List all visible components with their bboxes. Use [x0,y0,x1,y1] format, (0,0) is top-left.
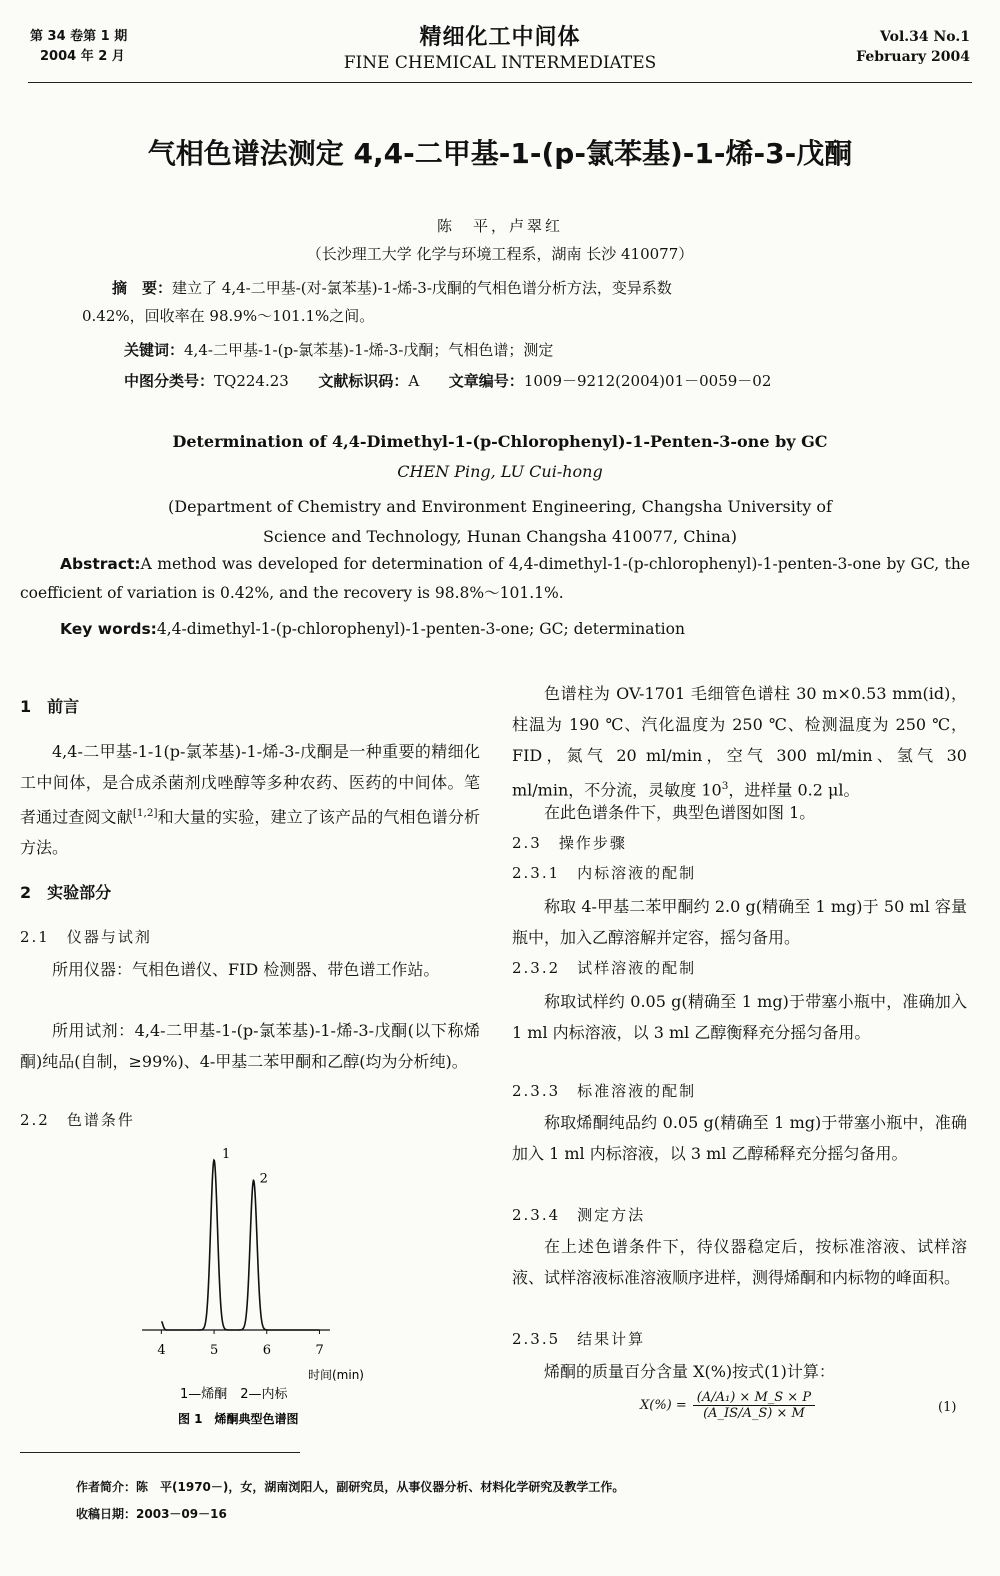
authors-en: CHEN Ping, LU Cui-hong [397,462,603,481]
reference-citation: [1,2] [132,807,158,819]
equation-numerator: (A/A₁) × M_S × P [696,1390,812,1405]
paper-title-en: Determination of 4,4-Dimethyl-1-(p-Chlorophenyl)-1-Penten-3-one by GC [172,432,828,451]
section-2-3-heading: 2.3 操作步骤 [512,834,627,852]
journal-name-en: FINE CHEMICAL INTERMEDIATES [343,53,657,73]
affiliation-en-line1: (Department of Chemistry and Environment Engineering, Changsha University of [168,497,832,516]
section-2-3-5-heading: 2.3.5 结果计算 [512,1330,646,1348]
instruments-paragraph: 所用仪器：气相色谱仪、FID 检测器、带色谱工作站。 [52,960,440,979]
section-2-3-2-heading: 2.3.2 试样溶液的配制 [512,959,697,977]
section-2-1-heading: 2.1 仪器与试剂 [20,928,152,946]
standard-solution-paragraph: 称取烯酮纯品约 0.05 g(精确至 1 mg)于带塞小瓶中，准确加入 1 ml 内标溶液，以 3 ml 乙醇稀释充分摇匀备用。 [512,1113,967,1163]
section-2-3-1-heading: 2.3.1 内标溶液的配制 [512,864,697,882]
doc-code-value: A [408,372,420,390]
equation-number: (1) [938,1400,957,1415]
section-1-heading: 1 前言 [20,697,80,716]
gc-conditions-text-b: ，进样量 0.2 μl。 [728,780,860,800]
equation-denominator: (A_IS/A_S) × M [703,1406,805,1421]
chromatogram-trace [161,1160,319,1330]
footnote-rule [20,1452,300,1453]
keywords-cn [124,336,553,364]
abstract-en-label: Abstract: [60,555,141,573]
received-date [76,1505,227,1522]
x-tick-label: 7 [315,1343,324,1358]
measurement-paragraph: 在上述色谱条件下，待仪器稳定后，按标准溶液、试样溶液、试样溶液标准溶液顺序进样，测得烯酮和内标物的峰面积。 [512,1237,967,1287]
affiliation-en [0,492,1000,552]
issue-cn: 第 34 卷第 1 期 [30,29,128,44]
x-axis-label: 时间(min) [308,1368,364,1382]
abstract-cn-text2: 0.42%，回收率在 98.9%～101.1%之间。 [82,307,375,325]
clc-value: TQ224.23 [214,372,289,390]
peak-label-2: 2 [259,1171,268,1187]
doc-code-label: 文献标识码： [318,372,409,390]
date-en: February 2004 [856,49,970,65]
abstract-en [20,550,970,608]
abstract-cn [82,274,912,330]
reagents-paragraph: 所用试剂：4,4-二甲基-1-(p-氯苯基)-1-烯-3-戊酮(以下称烯酮)纯品(自制，≥99%)、4-甲基二苯甲酮和乙醇(均为分析纯)。 [20,1021,480,1071]
keywords-cn-label: 关键词： [124,341,185,359]
keywords-cn-text: 4,4-二甲基-1-(p-氯苯基)-1-烯-3-戊酮；气相色谱；测定 [184,341,554,359]
classification-line [124,367,771,395]
x-tick-label: 6 [262,1343,272,1358]
equation-fraction [693,1390,815,1421]
date-cn: 2004 年 2 月 [40,49,125,64]
author-bio [76,1478,624,1495]
calculation-paragraph: 烯酮的质量百分含量 X(%)按式(1)计算： [544,1362,835,1381]
x-tick-label: 5 [210,1343,219,1358]
abstract-cn-label: 摘 要： [112,279,173,297]
keywords-en-text: 4,4-dimethyl-1-(p-chlorophenyl)-1-penten-3-one; GC; determination [156,620,685,638]
affiliation-en-line2: Science and Technology, Hunan Changsha 410077, China) [263,527,737,546]
equation-1 [640,1390,815,1421]
sample-solution-paragraph: 称取试样约 0.05 g(精确至 1 mg)于带塞小瓶中，准确加入 1 ml 内标溶液，以 3 ml 乙醇衡释充分摇匀备用。 [512,992,967,1042]
figure-caption: 图 1 烯酮典型色谱图 [178,1412,299,1426]
gc-sensitivity-exponent: 3 [721,780,729,792]
abstract-cn-text1: 建立了 4,4-二甲基-(对-氯苯基)-1-烯-3-戊酮的气相色谱分析方法，变异系数 [172,279,672,297]
header-rule [28,82,972,83]
chromatogram-figure [120,1140,410,1430]
journal-name-cn: 精细化工中间体 [419,25,581,50]
internal-standard-paragraph: 称取 4-甲基二苯甲酮约 2.0 g(精确至 1 mg)于 50 ml 容量瓶中，加入乙醇溶解并定容，摇匀备用。 [512,897,967,947]
x-tick-labels [157,1343,323,1358]
x-tick-label: 4 [157,1343,166,1358]
section-2-heading: 2 实验部分 [20,883,112,902]
section-2-3-4-heading: 2.3.4 测定方法 [512,1206,646,1224]
abstract-en-text: A method was developed for determination of 4,4-dimethyl-1-(p-chlorophenyl)-1-penten-3-one by GC, the coefficient of variation is 0.42%, and the recovery is 98.8%～101.1%. [20,555,970,602]
author-bio-label: 作者简介： [76,1480,137,1494]
received-date-label: 收稿日期： [76,1507,137,1521]
intro-text-a: 4,4-二甲基-1-1(p-氯苯基)-1-烯-3-戊酮是一种重要的精细化工中间体，是合成杀菌剂戊唑醇等多种农药、医药的中间体。笔者通过查阅文献 [20,742,480,827]
figure-reference-paragraph: 在此色谱条件下，典型色谱图如图 1。 [544,803,816,822]
article-no-label: 文章编号： [448,372,524,390]
paper-title-cn: 气相色谱法测定 4,4-二甲基-1-(p-氯苯基)-1-烯-3-戊酮 [147,137,853,170]
journal-masthead [0,20,1000,73]
equation-lhs: X(%) = [640,1398,687,1413]
section-2-2-heading: 2.2 色谱条件 [20,1111,135,1129]
section-1-paragraph [20,736,480,863]
authors-cn: 陈 平，卢翠红 [436,217,563,235]
received-date-value: 2003－09－16 [136,1507,227,1521]
figure-legend: 1—烯酮 2—内标 [180,1387,288,1402]
peak-label-1: 1 [222,1147,231,1162]
keywords-en-label: Key words: [60,620,157,638]
gc-conditions-text-a: 色谱柱为 OV-1701 毛细管色谱柱 30 m×0.53 mm(id)，柱温为 190 ℃、汽化温度为 250 ℃、检测温度为 250 ℃，FID，氮气 20 ml/min，空气 300 ml/min、氢气 30 ml/min，不分流，灵敏度 10 [512,684,967,800]
header-right [856,27,970,67]
clc-label: 中图分类号： [124,372,215,390]
volume-en: Vol.34 No.1 [880,29,970,45]
keywords-en [60,615,685,644]
intro-text-b: 和大量的实验，建立了该产品的气相色谱分析方法。 [20,807,480,858]
affiliation-cn: （长沙理工大学 化学与环境工程系，湖南 长沙 410077） [306,245,694,263]
gc-conditions-paragraph [512,678,967,805]
section-2-3-3-heading: 2.3.3 标准溶液的配制 [512,1082,697,1100]
article-no-value: 1009－9212(2004)01－0059－02 [523,372,772,390]
chromatogram-plot [142,1160,330,1334]
author-bio-text: 陈 平(1970－)，女，湖南浏阳人，副研究员，从事仪器分析、材料化学研究及教学工作。 [136,1480,625,1494]
